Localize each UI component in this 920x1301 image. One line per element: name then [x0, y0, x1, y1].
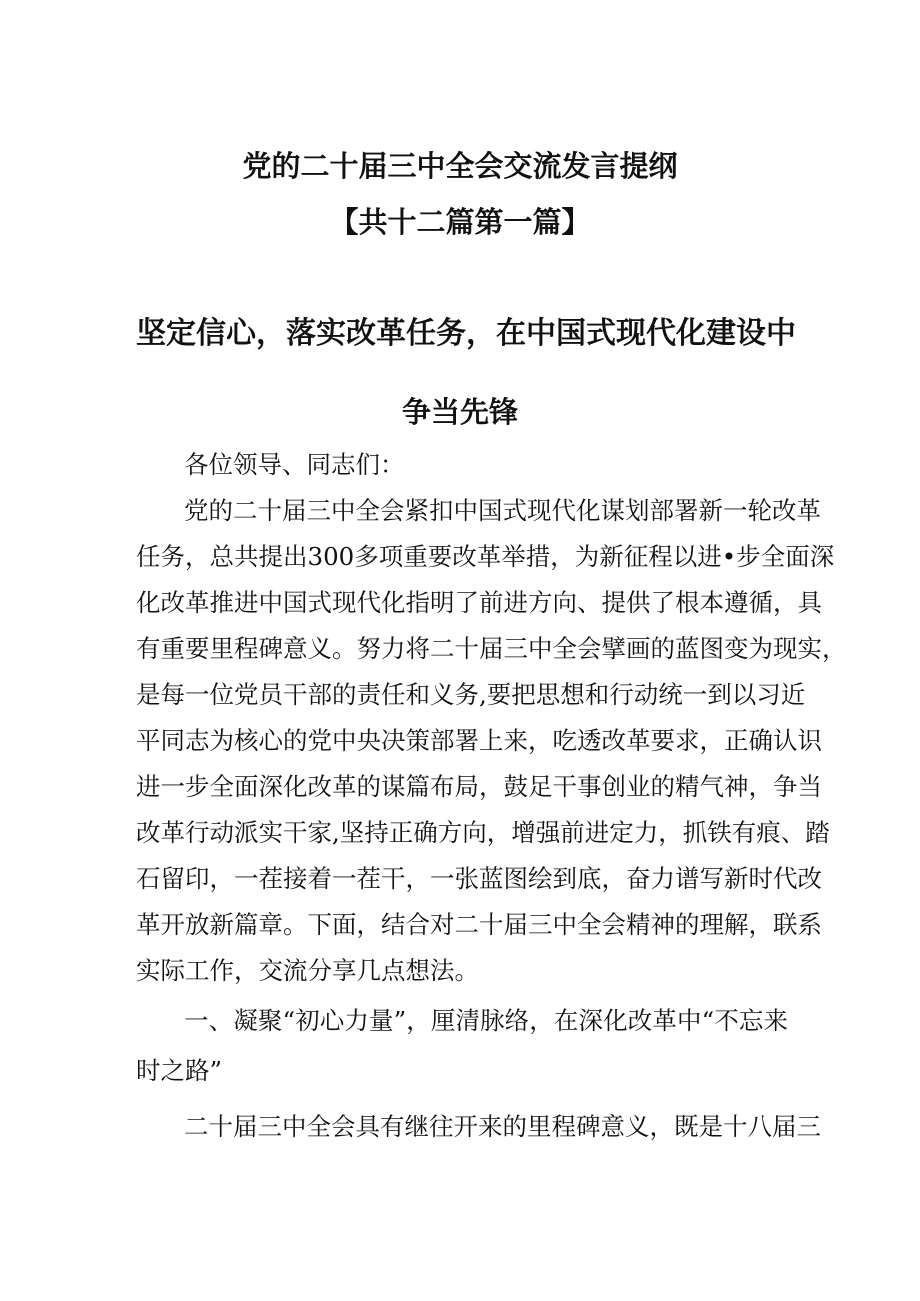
paragraph-line: 任务，总共提出300多项重要改革举措，为新征程以进•步全面深	[136, 542, 835, 571]
document-subtitle: 【共十二篇第一篇】	[329, 205, 591, 239]
paragraph-line: 二十届三中全会具有继往开来的里程碑意义，既是十八届三	[184, 1112, 821, 1141]
paragraph-line: 改革行动派实干家,坚持正确方向，增强前进定力，抓铁有痕、踏	[136, 818, 830, 847]
paragraph-line: 实际工作，交流分享几点想法。	[136, 956, 479, 985]
speech-heading-line-1: 坚定信心，落实改革任务，在中国式现代化建设中	[136, 316, 796, 351]
paragraph-line: 化改革推进中国式现代化指明了前进方向、提供了根本遵循，具	[136, 588, 822, 617]
document-title: 党的二十届三中全会交流发言提纲	[242, 149, 678, 183]
speech-heading-line-2: 争当先锋	[401, 395, 518, 429]
section-heading-line: 时之路”	[136, 1056, 223, 1085]
paragraph-line: 进一步全面深化改革的谋篇布局，鼓足干事创业的精气神，争当	[136, 772, 822, 801]
section-heading-line: 一、凝聚“初心力量”，厘清脉络，在深化改革中“不忘来	[184, 1006, 788, 1035]
paragraph-line: 党的二十届三中全会紧扣中国式现代化谋划部署新一轮改革	[184, 496, 821, 525]
paragraph-line: 革开放新篇章。下面，结合对二十届三中全会精神的理解，联系	[136, 910, 822, 939]
paragraph-line: 平同志为核心的党中央决策部署上来，吃透改革要求，正确认识	[136, 726, 822, 755]
paragraph-line: 有重要里程碑意义。努力将二十届三中全会擘画的蓝图变为现实，	[136, 634, 847, 663]
paragraph-line: 是每一位党员干部的责任和义务,要把思想和行动统一到以习近	[136, 680, 806, 709]
salutation: 各位领导、同志们：	[184, 450, 405, 479]
paragraph-line: 石留印，一茬接着一茬干，一张蓝图绘到底，奋力谱写新时代改	[136, 864, 822, 893]
